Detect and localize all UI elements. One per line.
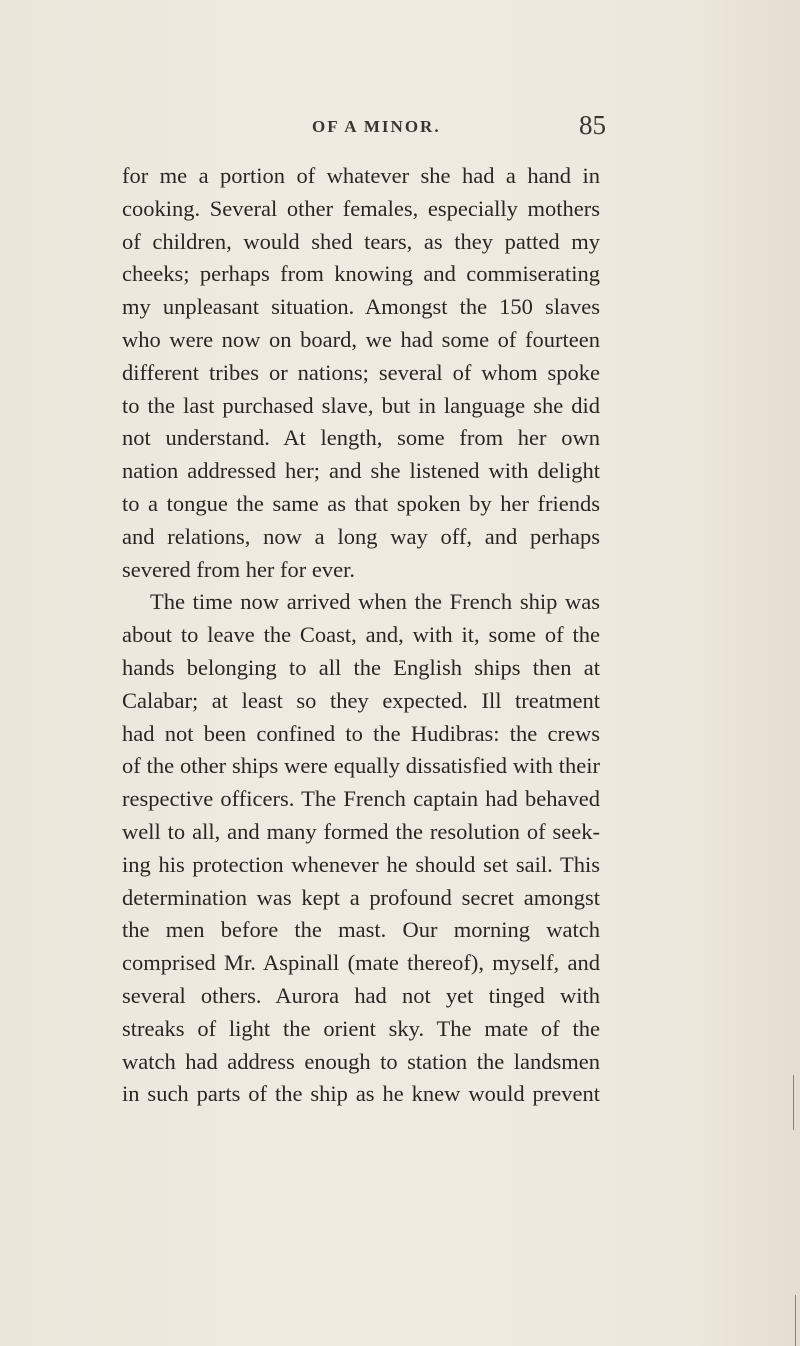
text-line: to a tongue the same as that spoken by her friends <box>122 490 600 516</box>
text-line: ing his protection whenever he should set sail. This <box>122 851 600 877</box>
text-line: well to all, and many formed the resolution of seek- <box>122 818 600 844</box>
text-line: about to leave the Coast, and, with it, some of the <box>122 622 600 648</box>
text-line: different tribes or nations; several of whom spoke <box>122 359 600 385</box>
text-line: for me a portion of whatever she had a hand in <box>122 163 600 188</box>
text-line: nation addressed her; and she listened with delight <box>122 458 600 484</box>
text-line: in such parts of the ship as he knew would prevent <box>122 1081 600 1107</box>
text-line: cooking. Several other females, especially mothers <box>122 195 600 221</box>
text-line: severed from her for ever. <box>122 556 356 582</box>
text-line: streaks of light the orient sky. The mate of the <box>122 1015 600 1041</box>
text-line: who were now on board, we had some of fourteen <box>122 326 600 352</box>
text-line: the men before the mast. Our morning watch <box>122 917 600 943</box>
text-line: several others. Aurora had not yet tinged with <box>122 982 600 1008</box>
text-line: hands belonging to all the English ships then at <box>122 654 600 680</box>
page-edge-mark <box>793 1075 794 1130</box>
text-line: respective officers. The French captain had behaved <box>122 786 600 812</box>
text-line: watch had address enough to station the landsmen <box>122 1048 600 1074</box>
text-line: my unpleasant situation. Amongst the 150 slaves <box>122 294 600 320</box>
text-line: determination was kept a profound secret amongst <box>122 884 600 910</box>
text-line: had not been confined to the Hudibras: the crews <box>122 720 600 746</box>
text-line: to the last purchased slave, but in language she did <box>122 392 600 418</box>
page-number: 85 <box>579 110 606 140</box>
text-line: not understand. At length, some from her own <box>122 425 600 451</box>
running-head: OF A MINOR. <box>312 117 441 136</box>
text-line: of children, would shed tears, as they patted my <box>122 228 600 254</box>
body-text <box>122 160 600 1111</box>
text-line: of the other ships were equally dissatisfied with their <box>122 753 600 779</box>
page-edge-mark <box>795 1295 796 1346</box>
text-line: and relations, now a long way off, and perhaps <box>122 523 600 549</box>
text-line: comprised Mr. Aspinall (mate thereof), myself, and <box>122 950 600 976</box>
text-line: Calabar; at least so they expected. Ill treatment <box>122 687 600 713</box>
text-line: The time now arrived when the French ship was <box>150 589 600 615</box>
text-line: cheeks; perhaps from knowing and commiserating <box>122 261 600 287</box>
